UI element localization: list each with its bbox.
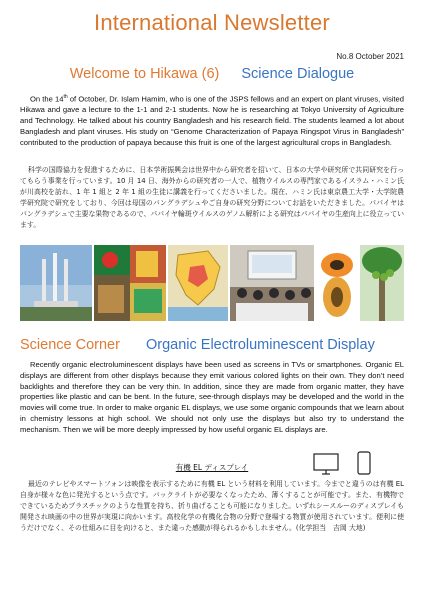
newsletter-title: International Newsletter: [94, 10, 330, 35]
photo-map: [168, 245, 228, 321]
photo-papaya-tree: [360, 245, 404, 321]
photo-lecture: [230, 245, 314, 321]
photo-strip: [20, 245, 404, 321]
photo-papaya: [316, 245, 358, 321]
section1-en-sup: th: [63, 94, 68, 100]
section1-heading-right: Science Dialogue: [241, 66, 355, 82]
section1-english-paragraph: [20, 92, 404, 149]
photo-bangladesh-collage: [94, 245, 166, 321]
section1-en-pre: On the 14: [30, 94, 64, 104]
section2-heading-left: Science Corner: [20, 337, 120, 353]
section2-heading-right: Organic Electroluminescent Display: [145, 337, 375, 353]
section2-heading: [20, 337, 375, 353]
photo-monument: [20, 245, 92, 321]
section2-english-paragraph: Recently organic electroluminescent displays have been used as screens in TVs or smartphones. Organic EL displays are different from other displays because they emit various colored lights on their own. They don’t need backlights and therefore they can be very thin. In addition, since they are made from organic matter, they have properties like plastic and can be bent. In the future, see-through displays may be developed and the world in the movies will come true. In order to make organic EL displays, we use some organic compounds that we learn about in chemistry lessons at high school. We should not only use the displays but also try to understand the mechanism. Then we will be more deeply impressed by how useful organic EL displays are.: [20, 360, 404, 434]
section2-japanese-paragraph: 最近のテレビやスマートフォンは映像を表示するために有機 EL という材料を利用しています。今までと違うのは有機 EL 自身が様々な色に発光するという点です。バックライトが必要なくなったため、薄くすることが可能です。また、有機物でできているためプラスチックのような性質を持ち、折り曲げることも可能になりました。いずれシースルーのディスプレイも開発され映画の中の世界が実現に向かいます。高校化学の有機化合物の分野で登場する物質が使用されています。便利に使うだけでなく、その仕組みに目を向けると、また違った感動が得られるかもしれません。(化学担当 吉岡 大地): [20, 480, 404, 532]
section2-japanese-title: 有機 EL ディスプレイ: [175, 463, 249, 472]
section1-heading: [0, 66, 424, 82]
section1-en-body: of October, Dr. Islam Hamim, who is one of the JSPS fellows and an expert on plant viruses, visited Hikawa and gave a lecture to the 1-1 and 2-1 students. Now he is researching at Tokyo University of Agriculture and Technology. He talked about his country Bangladesh and his research field. The students learned a lot about Bangladesh and plant viruses. His study on “Genome Characterization of Papaya Ringspot Virus in Bangladesh” contributed to the production of papaya because this fruit is one of the largest agricultural crops in Bangladesh.: [20, 94, 404, 147]
issue-number: No.8 October 2021: [336, 52, 404, 61]
section1-japanese-paragraph: 科学の国際協力を促進するために、日本学術振興会は世界中から研究者を招いて、日本の大学や研究所で共同研究を行ってもらう事業を行っています。10 月 14 日、海外からの研究者の一人で、植物ウイルスの専門家であるイスラム・ハミン氏が川高校を訪れ、1 年 1 組と 2 年 1 組の生徒に講義を行ってくださいました。現在、ハミン氏は東京農工大学・大学院農学研究院で研究をしており、今回は母国のバングラデシュやご自身の研究分野についてお話をいただきました。パパイヤはバングラデシュで主要な果物であるので、パパイヤ輪斑ウイルスのゲノム解析による研究はパパイヤの生産向上に役立っています。: [20, 166, 404, 229]
section1-heading-left: Welcome to Hikawa (6): [69, 66, 220, 82]
